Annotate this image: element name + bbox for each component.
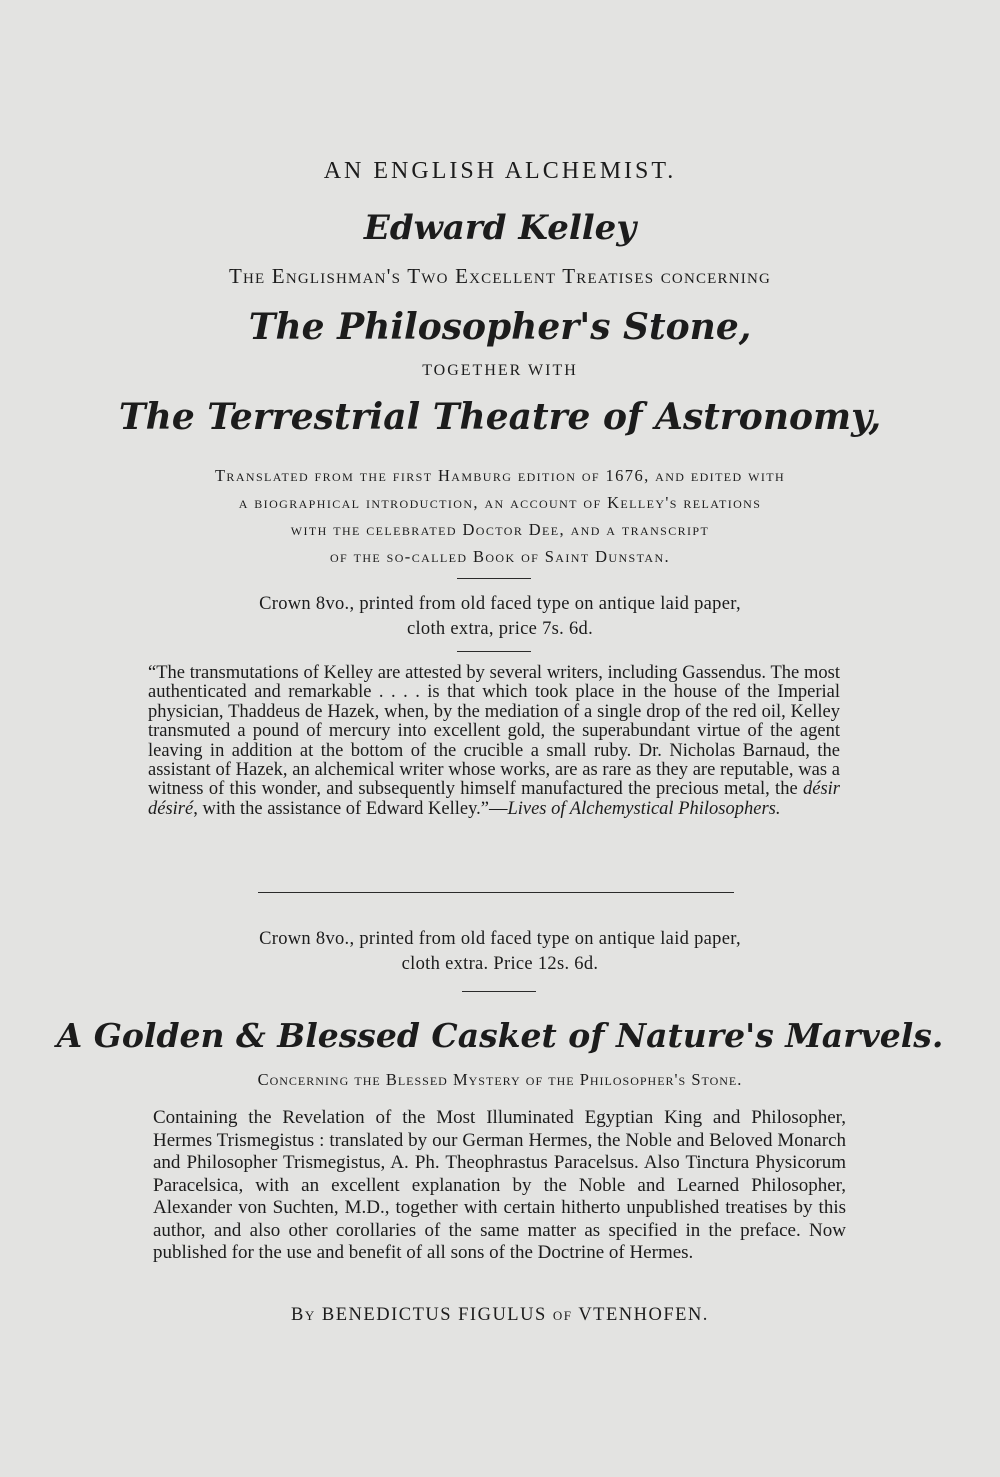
quote-source: Lives of Alchemystical Philosophers. xyxy=(507,798,781,819)
book-title-terrestrial-theatre: The Terrestrial Theatre of Astronomy, xyxy=(118,396,882,438)
description-line: Translated from the first Hamburg edition of 1676, and edited with xyxy=(214,466,786,485)
byline-place: VTENHOFEN. xyxy=(578,1305,709,1325)
page-heading: AN ENGLISH ALCHEMIST. xyxy=(323,158,677,184)
price-info-kelley xyxy=(0,592,1000,642)
byline-by: By xyxy=(291,1305,316,1325)
price-line: cloth extra, price 7s. 6d. xyxy=(406,619,594,639)
casket-subtitle: Concerning the Blessed Mystery of the Philosopher's Stone. xyxy=(257,1070,743,1089)
byline-of: of xyxy=(552,1305,573,1325)
review-quote xyxy=(148,664,840,819)
price-line: cloth extra. Price 12s. 6d. xyxy=(401,954,599,974)
description-line: a biographical introduction, an account of Kelley's relations xyxy=(238,493,762,512)
author-name: Edward Kelley xyxy=(363,208,637,248)
casket-description: Containing the Revelation of the Most Illuminated Egyptian King and Philosopher, Hermes Trismegistus : translated by our German Hermes, the Noble and Beloved Monarch and Philosopher Trismegistus, A. Ph. Theophrastus Paracelsus. Also Tinctura Physicorum Paracelsica, with an excellent explanation by the Noble and Learned Philosopher, Alexander von Suchten, M.D., together with certain hitherto unpublished treatises by this author, and also other corollaries of the same matter as specified in the preface. Now published for the use and benefit of all sons of the Doctrine of Hermes. xyxy=(153,1107,846,1263)
price-info-casket xyxy=(0,927,1000,977)
price-line: Crown 8vo., printed from old faced type on antique laid paper, xyxy=(259,929,741,949)
treatises-subtitle: The Englishman's Two Excellent Treatises concerning xyxy=(228,264,772,288)
together-with-label: TOGETHER WITH xyxy=(422,362,578,379)
section-divider xyxy=(457,578,531,579)
edition-description xyxy=(0,462,1000,570)
quote-text: “The transmutations of Kelley are attested by several writers, including Gassendus. The most authenticated and remarkable . . . . is that which took place in the house of the Imperial physician, Thaddeus de Hazek, when, by the mediation of a single drop of the red oil, Kelley transmuted a pound of mercury into excellent gold, the superabundant virtue of the agent leaving in addition at the bottom of the crucible a small ruby. Dr. Nicholas Barnaud, the assistant of Hazek, an alchemical writer whose works, are as rare as they are reputable, was a witness of this wonder, and subsequently himself manufactured the precious metal, the xyxy=(148,663,840,800)
book-title-golden-casket: A Golden & Blessed Casket of Nature's Marvels. xyxy=(56,1016,944,1055)
byline-name: BENEDICTUS FIGULUS xyxy=(321,1305,547,1325)
long-divider xyxy=(258,892,734,893)
section-divider xyxy=(457,651,531,652)
description-line: of the so-called Book of Saint Dunstan. xyxy=(329,547,671,566)
section-divider xyxy=(462,991,536,992)
price-line: Crown 8vo., printed from old faced type on antique laid paper, xyxy=(259,594,741,614)
quote-text-end: , with the assistance of Edward Kelley.”— xyxy=(193,798,508,819)
author-byline xyxy=(0,1305,1000,1326)
description-line: with the celebrated Doctor Dee, and a transcript xyxy=(290,520,710,539)
quote-italic-phrase: désir désiré xyxy=(148,779,840,819)
book-title-philosophers-stone: The Philosopher's Stone, xyxy=(248,306,752,348)
